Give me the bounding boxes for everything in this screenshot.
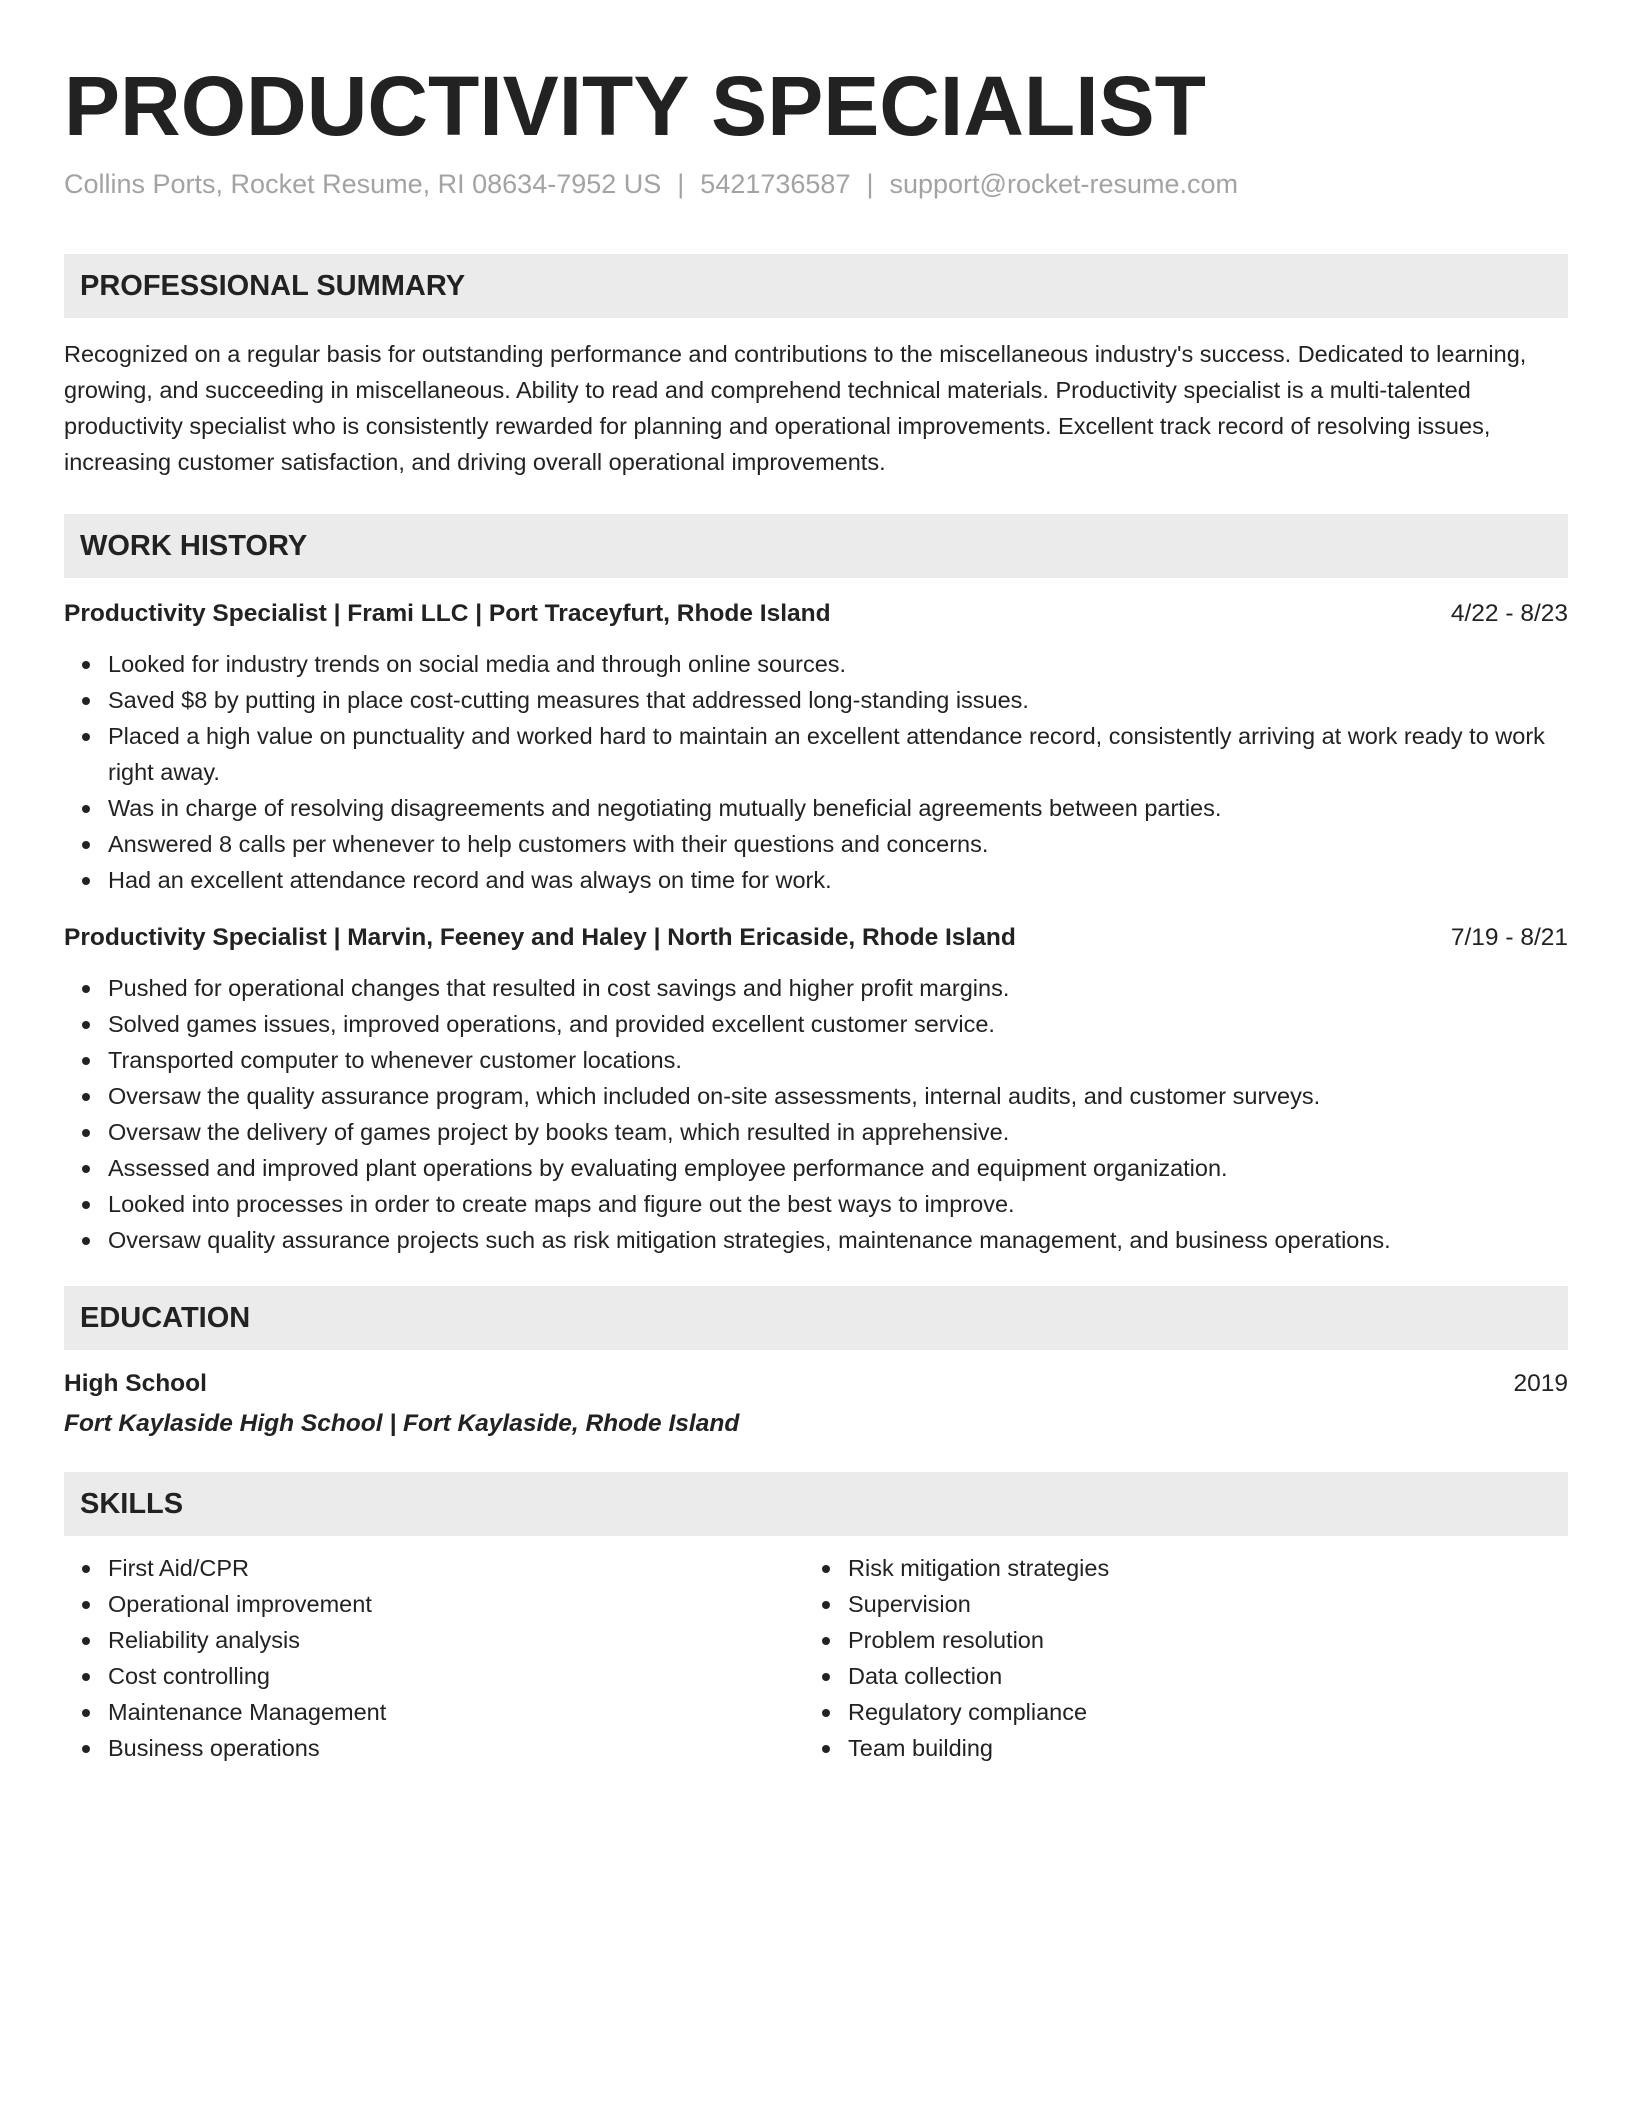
- job-title: Productivity Specialist | Marvin, Feeney and Haley | North Ericaside, Rhode Island: [64, 924, 1016, 951]
- skills-column-right: [804, 1550, 1544, 1766]
- skill-item: Operational improvement: [108, 1586, 804, 1622]
- skill-item: Reliability analysis: [108, 1622, 804, 1658]
- skill-item: Business operations: [108, 1730, 804, 1766]
- job-bullet: Oversaw quality assurance projects such as risk mitigation strategies, maintenance management, and business operations.: [108, 1222, 1568, 1258]
- job-bullet: Saved $8 by putting in place cost-cutting measures that addressed long-standing issues.: [108, 682, 1568, 718]
- education-header: [64, 1366, 1568, 1402]
- education-entry: [64, 1366, 1568, 1442]
- skill-item: Problem resolution: [848, 1622, 1544, 1658]
- skill-item: Data collection: [848, 1658, 1544, 1694]
- job-bullet: Looked into processes in order to create maps and figure out the best ways to improve.: [108, 1186, 1568, 1222]
- skills-grid: [64, 1550, 1568, 1766]
- job-bullet: Transported computer to whenever customer locations.: [108, 1042, 1568, 1078]
- section-heading-skills: SKILLS: [64, 1472, 1568, 1536]
- section-heading-education: EDUCATION: [64, 1286, 1568, 1350]
- education-year: 2019: [1513, 1370, 1568, 1397]
- job-bullet: Solved games issues, improved operations, and provided excellent customer service.: [108, 1006, 1568, 1042]
- job-entry: [64, 920, 1568, 1258]
- skill-item: First Aid/CPR: [108, 1550, 804, 1586]
- education-school: Fort Kaylaside High School | Fort Kaylaside, Rhode Island: [64, 1410, 740, 1437]
- candidate-name: PRODUCTIVITY SPECIALIST: [64, 59, 1206, 153]
- job-bullet: Oversaw the delivery of games project by books team, which resulted in apprehensive.: [108, 1114, 1568, 1150]
- skills-list: [804, 1550, 1544, 1766]
- job-bullet: Placed a high value on punctuality and worked hard to maintain an excellent attendance record, consistently arriving at work ready to work right away.: [108, 718, 1568, 790]
- skills-list: [64, 1550, 804, 1766]
- job-bullet: Had an excellent attendance record and was always on time for work.: [108, 862, 1568, 898]
- skill-item: Supervision: [848, 1586, 1544, 1622]
- contact-separator: |: [866, 169, 874, 199]
- contact-email: support@rocket-resume.com: [889, 169, 1239, 199]
- job-bullet-list: [64, 970, 1568, 1258]
- job-header: [64, 596, 1568, 632]
- job-bullet: Assessed and improved plant operations by evaluating employee performance and equipment organization.: [108, 1150, 1568, 1186]
- job-bullet: Answered 8 calls per whenever to help customers with their questions and concerns.: [108, 826, 1568, 862]
- job-bullet-list: [64, 646, 1568, 898]
- job-header: [64, 920, 1568, 956]
- contact-line: [64, 164, 1568, 204]
- skill-item: Risk mitigation strategies: [848, 1550, 1544, 1586]
- job-bullet: Pushed for operational changes that resulted in cost savings and higher profit margins.: [108, 970, 1568, 1006]
- job-bullet: Was in charge of resolving disagreements and negotiating mutually beneficial agreements between parties.: [108, 790, 1568, 826]
- skill-item: Maintenance Management: [108, 1694, 804, 1730]
- job-dates: 7/19 - 8/21: [1450, 924, 1568, 951]
- skill-item: Cost controlling: [108, 1658, 804, 1694]
- job-title: Productivity Specialist | Frami LLC | Port Traceyfurt, Rhode Island: [64, 600, 831, 627]
- job-entry: [64, 596, 1568, 898]
- job-dates: 4/22 - 8/23: [1450, 600, 1568, 627]
- contact-address: Collins Ports, Rocket Resume, RI 08634-7952 US: [64, 169, 662, 199]
- skill-item: Team building: [848, 1730, 1544, 1766]
- section-heading-summary: PROFESSIONAL SUMMARY: [64, 254, 1568, 318]
- section-heading-work-history: WORK HISTORY: [64, 514, 1568, 578]
- contact-separator: |: [677, 169, 685, 199]
- skills-column-left: [64, 1550, 804, 1766]
- education-degree: High School: [64, 1370, 207, 1397]
- contact-phone: 5421736587: [700, 169, 851, 199]
- skill-item: Regulatory compliance: [848, 1694, 1544, 1730]
- job-bullet: Oversaw the quality assurance program, which included on-site assessments, internal audits, and customer surveys.: [108, 1078, 1568, 1114]
- job-bullet: Looked for industry trends on social media and through online sources.: [108, 646, 1568, 682]
- summary-text: Recognized on a regular basis for outstanding performance and contributions to the miscellaneous industry's success. Dedicated to learning, growing, and succeeding in miscellaneous. Ability to read and comprehend technical materials. Productivity specialist is a multi-talented productivity specialist who is consistently rewarded for planning and operational improvements. Excellent track record of resolving issues, increasing customer satisfaction, and driving overall operational improvements.: [64, 341, 1527, 475]
